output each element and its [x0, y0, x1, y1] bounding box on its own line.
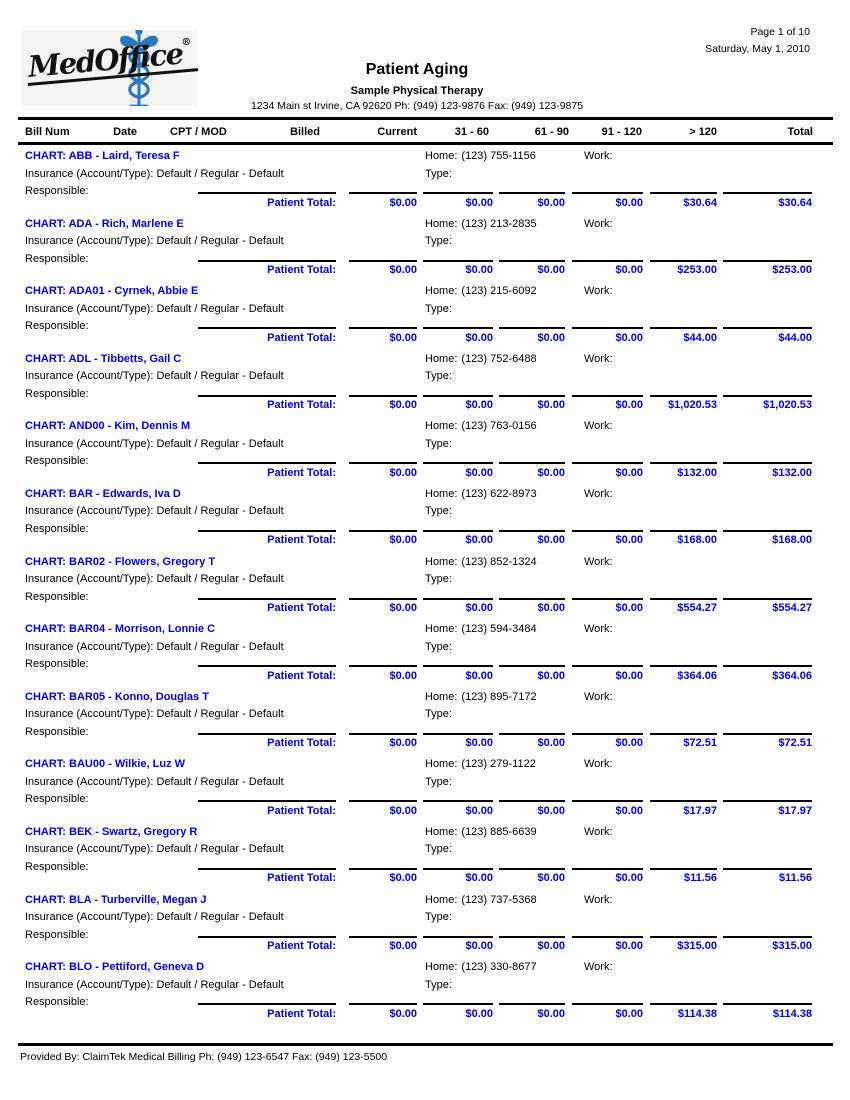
patient-total-total: $554.27: [723, 598, 812, 615]
patient-chart-name: CHART: BAR - Edwards, Iva D: [25, 487, 181, 500]
patient-total-61-90: $0.00: [499, 260, 565, 277]
patient-total-over-120: $30.64: [650, 192, 717, 209]
patient-total-total: $364.06: [723, 665, 812, 682]
col-header-cpt-mod: CPT / MOD: [170, 126, 227, 138]
patient-total-31-60: $0.00: [423, 260, 493, 277]
work-phone-line: Work:: [584, 217, 613, 230]
patient-total-current: $0.00: [349, 395, 417, 412]
type-line: Type:: [425, 640, 452, 653]
patient-block: [0, 285, 850, 353]
patient-total-over-120: $253.00: [650, 260, 717, 277]
patient-total-91-120: $0.00: [572, 192, 643, 209]
patient-total-total: $1,020.53: [723, 395, 812, 412]
patient-block: [0, 150, 850, 218]
patient-total-label: Patient Total:: [198, 395, 336, 412]
work-phone-line: Work:: [584, 285, 613, 298]
patient-total-61-90: $0.00: [499, 327, 565, 344]
home-label: Home:: [425, 217, 458, 230]
patient-total-over-120: $72.51: [650, 733, 717, 750]
patient-total-31-60: $0.00: [423, 192, 493, 209]
patient-total-91-120: $0.00: [572, 260, 643, 277]
header-bottom-rule: [18, 142, 833, 145]
home-phone-value: (123) 215-6092: [461, 285, 537, 298]
work-phone-line: Work:: [584, 352, 613, 365]
patient-chart-name: CHART: ADA01 - Cyrnek, Abbie E: [25, 285, 199, 298]
patient-chart-name: CHART: ADL - Tibbetts, Gail C: [25, 352, 182, 365]
home-phone-value: (123) 279-1122: [461, 758, 536, 771]
home-phone-line: [425, 623, 537, 635]
footer-provided-by: Provided By: ClaimTek Medical Billing Ph: (949) 123-6547 Fax: (949) 123-5500: [20, 1051, 388, 1063]
work-phone-line: Work:: [584, 961, 613, 974]
patient-chart-name: CHART: BAR04 - Morrison, Lonnie C: [25, 623, 216, 636]
home-phone-line: [425, 285, 537, 297]
patient-total-current: $0.00: [349, 800, 417, 817]
patient-total-31-60: $0.00: [423, 395, 493, 412]
page-number: Page 1 of 10: [750, 26, 810, 38]
col-header-over-120: > 120: [689, 126, 717, 138]
insurance-line: Insurance (Account/Type): Default / Regular - Default: [25, 370, 284, 383]
home-phone-value: (123) 755-1156: [461, 150, 536, 162]
col-header-date: Date: [113, 126, 137, 138]
patient-total-over-120: $1,020.53: [650, 395, 717, 412]
patient-total-91-120: $0.00: [572, 800, 643, 817]
registered-mark: ®: [180, 36, 192, 49]
home-label: Home:: [425, 893, 458, 906]
insurance-line: Insurance (Account/Type): Default / Regular - Default: [25, 167, 284, 180]
patient-total-total: $168.00: [723, 530, 812, 547]
patient-block: [0, 961, 850, 1029]
work-phone-line: Work:: [584, 623, 613, 636]
patient-total-current: $0.00: [349, 192, 417, 209]
insurance-line: Insurance (Account/Type): Default / Regular - Default: [25, 505, 284, 518]
patient-total-current: $0.00: [349, 462, 417, 479]
patient-total-91-120: $0.00: [572, 733, 643, 750]
patient-chart-name: CHART: BLA - Turberville, Megan J: [25, 893, 207, 906]
patient-total-over-120: $17.97: [650, 800, 717, 817]
home-phone-line: [425, 556, 537, 568]
patient-block: [0, 826, 850, 894]
insurance-line: Insurance (Account/Type): Default / Regular - Default: [25, 775, 284, 788]
home-phone-value: (123) 737-5368: [461, 893, 537, 906]
patient-total-current: $0.00: [349, 530, 417, 547]
home-phone-line: [425, 691, 537, 703]
patient-total-total: $72.51: [723, 733, 812, 750]
insurance-line: Insurance (Account/Type): Default / Regular - Default: [25, 911, 284, 924]
type-line: Type:: [425, 370, 452, 383]
responsible-line: Responsible:: [25, 996, 89, 1009]
patient-total-current: $0.00: [349, 868, 417, 885]
patient-total-total: $315.00: [723, 936, 812, 953]
home-phone-value: (123) 752-6488: [461, 352, 537, 365]
patient-block: [0, 556, 850, 624]
patient-block: [0, 488, 850, 556]
col-header-billed: Billed: [290, 126, 320, 138]
insurance-line: Insurance (Account/Type): Default / Regular - Default: [25, 302, 284, 315]
patient-total-91-120: $0.00: [572, 868, 643, 885]
patient-total-label: Patient Total:: [198, 598, 336, 615]
patient-total-label: Patient Total:: [198, 192, 336, 209]
patient-total-total: $44.00: [723, 327, 812, 344]
responsible-line: Responsible:: [25, 658, 89, 671]
home-phone-line: [425, 758, 536, 770]
type-line: Type:: [425, 708, 452, 721]
col-header-current: Current: [377, 126, 417, 138]
patient-total-current: $0.00: [349, 1003, 417, 1020]
patient-total-over-120: $168.00: [650, 530, 717, 547]
patient-total-label: Patient Total:: [198, 530, 336, 547]
responsible-line: Responsible:: [25, 455, 89, 468]
insurance-line: Insurance (Account/Type): Default / Regular - Default: [25, 640, 284, 653]
patient-total-label: Patient Total:: [198, 800, 336, 817]
home-phone-line: [425, 894, 537, 906]
responsible-line: Responsible:: [25, 793, 89, 806]
patient-total-31-60: $0.00: [423, 1003, 493, 1020]
patient-total-91-120: $0.00: [572, 395, 643, 412]
responsible-line: Responsible:: [25, 522, 89, 535]
work-phone-line: Work:: [584, 690, 613, 703]
home-label: Home:: [425, 352, 458, 365]
patient-total-91-120: $0.00: [572, 1003, 643, 1020]
patient-total-31-60: $0.00: [423, 598, 493, 615]
responsible-line: Responsible:: [25, 928, 89, 941]
patient-total-61-90: $0.00: [499, 868, 565, 885]
home-phone-value: (123) 852-1324: [461, 555, 537, 568]
insurance-line: Insurance (Account/Type): Default / Regular - Default: [25, 235, 284, 248]
patient-total-current: $0.00: [349, 733, 417, 750]
patient-total-over-120: $132.00: [650, 462, 717, 479]
patient-total-61-90: $0.00: [499, 733, 565, 750]
patient-total-31-60: $0.00: [423, 800, 493, 817]
home-label: Home:: [425, 825, 458, 838]
patient-total-total: $30.64: [723, 192, 812, 209]
home-label: Home:: [425, 961, 458, 974]
patient-total-label: Patient Total:: [198, 868, 336, 885]
type-line: Type:: [425, 775, 452, 788]
patient-block: [0, 623, 850, 691]
patient-total-current: $0.00: [349, 665, 417, 682]
patient-total-current: $0.00: [349, 598, 417, 615]
patient-total-31-60: $0.00: [423, 733, 493, 750]
patient-total-31-60: $0.00: [423, 327, 493, 344]
type-line: Type:: [425, 843, 452, 856]
report-title: Patient Aging: [365, 61, 469, 78]
responsible-line: Responsible:: [25, 252, 89, 265]
responsible-line: Responsible:: [25, 590, 89, 603]
home-phone-line: [425, 150, 536, 162]
patient-total-label: Patient Total:: [198, 327, 336, 344]
patient-total-label: Patient Total:: [198, 665, 336, 682]
type-line: Type:: [425, 437, 452, 450]
home-phone-line: [425, 420, 537, 432]
footer-rule: [18, 1043, 833, 1046]
patient-chart-name: CHART: ADA - Rich, Marlene E: [25, 217, 184, 230]
responsible-line: Responsible:: [25, 860, 89, 873]
work-phone-line: Work:: [584, 150, 613, 162]
patient-total-over-120: $364.06: [650, 665, 717, 682]
home-phone-value: (123) 895-7172: [461, 690, 537, 703]
home-label: Home:: [425, 150, 458, 162]
patient-block: [0, 218, 850, 286]
patient-total-31-60: $0.00: [423, 665, 493, 682]
home-label: Home:: [425, 285, 458, 298]
patient-total-total: $253.00: [723, 260, 812, 277]
work-phone-line: Work:: [584, 487, 613, 500]
patient-total-label: Patient Total:: [198, 936, 336, 953]
patient-total-total: $17.97: [723, 800, 812, 817]
responsible-line: Responsible:: [25, 320, 89, 333]
patient-list: [0, 150, 850, 1029]
patient-total-61-90: $0.00: [499, 395, 565, 412]
patient-total-31-60: $0.00: [423, 936, 493, 953]
practice-address: 1234 Main st Irvine, CA 92620 Ph: (949) 123-9876 Fax: (949) 123-9875: [250, 100, 584, 112]
home-phone-line: [425, 488, 537, 500]
patient-block: [0, 353, 850, 421]
patient-total-over-120: $114.38: [650, 1003, 717, 1020]
patient-total-label: Patient Total:: [198, 733, 336, 750]
home-label: Home:: [425, 555, 458, 568]
type-line: Type:: [425, 235, 452, 248]
type-line: Type:: [425, 505, 452, 518]
practice-name: Sample Physical Therapy: [350, 85, 484, 97]
insurance-line: Insurance (Account/Type): Default / Regular - Default: [25, 708, 284, 721]
patient-total-total: $114.38: [723, 1003, 812, 1020]
patient-chart-name: CHART: ABB - Laird, Teresa F: [25, 150, 180, 162]
patient-total-61-90: $0.00: [499, 192, 565, 209]
work-phone-line: Work:: [584, 758, 613, 771]
home-phone-value: (123) 330-8677: [461, 961, 537, 974]
home-label: Home:: [425, 690, 458, 703]
patient-total-over-120: $11.56: [650, 868, 717, 885]
home-phone-value: (123) 763-0156: [461, 420, 537, 433]
patient-total-91-120: $0.00: [572, 530, 643, 547]
work-phone-line: Work:: [584, 555, 613, 568]
patient-total-61-90: $0.00: [499, 462, 565, 479]
responsible-line: Responsible:: [25, 387, 89, 400]
work-phone-line: Work:: [584, 893, 613, 906]
patient-total-label: Patient Total:: [198, 462, 336, 479]
home-phone-value: (123) 213-2835: [461, 217, 537, 230]
patient-total-61-90: $0.00: [499, 665, 565, 682]
patient-block: [0, 691, 850, 759]
home-label: Home:: [425, 623, 458, 636]
patient-block: [0, 758, 850, 826]
patient-total-current: $0.00: [349, 260, 417, 277]
patient-chart-name: CHART: AND00 - Kim, Dennis M: [25, 420, 191, 433]
col-header-91-120: 91 - 120: [601, 126, 642, 138]
type-line: Type:: [425, 167, 452, 180]
home-phone-line: [425, 961, 537, 973]
patient-total-current: $0.00: [349, 327, 417, 344]
home-phone-value: (123) 594-3484: [461, 623, 537, 636]
home-phone-value: (123) 622-8973: [461, 487, 537, 500]
type-line: Type:: [425, 573, 452, 586]
patient-total-total: $11.56: [723, 868, 812, 885]
home-phone-value: (123) 885-6639: [461, 825, 537, 838]
patient-block: [0, 894, 850, 962]
patient-total-91-120: $0.00: [572, 327, 643, 344]
responsible-line: Responsible:: [25, 725, 89, 738]
patient-total-91-120: $0.00: [572, 598, 643, 615]
patient-total-31-60: $0.00: [423, 530, 493, 547]
patient-block: [0, 420, 850, 488]
patient-total-31-60: $0.00: [423, 462, 493, 479]
report-date: Saturday, May 1, 2010: [705, 43, 810, 55]
logo-wordmark: [25, 37, 198, 86]
patient-total-61-90: $0.00: [499, 800, 565, 817]
insurance-line: Insurance (Account/Type): Default / Regular - Default: [25, 437, 284, 450]
patient-total-61-90: $0.00: [499, 936, 565, 953]
patient-chart-name: CHART: BAU00 - Wilkie, Luz W: [25, 758, 186, 771]
page-info: [705, 24, 810, 58]
home-label: Home:: [425, 420, 458, 433]
type-line: Type:: [425, 302, 452, 315]
patient-total-current: $0.00: [349, 936, 417, 953]
type-line: Type:: [425, 978, 452, 991]
patient-total-31-60: $0.00: [423, 868, 493, 885]
patient-total-label: Patient Total:: [198, 1003, 336, 1020]
patient-total-over-120: $315.00: [650, 936, 717, 953]
work-phone-line: Work:: [584, 420, 613, 433]
home-phone-line: [425, 826, 537, 838]
col-header-total: Total: [787, 126, 813, 138]
home-phone-line: [425, 353, 537, 365]
home-label: Home:: [425, 487, 458, 500]
insurance-line: Insurance (Account/Type): Default / Regular - Default: [25, 573, 284, 586]
home-phone-line: [425, 218, 537, 230]
patient-total-label: Patient Total:: [198, 260, 336, 277]
patient-total-61-90: $0.00: [499, 530, 565, 547]
col-header-bill-num: Bill Num: [25, 126, 70, 138]
insurance-line: Insurance (Account/Type): Default / Regular - Default: [25, 843, 284, 856]
patient-total-91-120: $0.00: [572, 665, 643, 682]
patient-total-91-120: $0.00: [572, 936, 643, 953]
insurance-line: Insurance (Account/Type): Default / Regular - Default: [25, 978, 284, 991]
responsible-line: Responsible:: [25, 185, 89, 197]
patient-chart-name: CHART: BAR05 - Konno, Douglas T: [25, 690, 209, 703]
header-top-rule: [18, 117, 833, 120]
type-line: Type:: [425, 911, 452, 924]
patient-total-over-120: $554.27: [650, 598, 717, 615]
patient-chart-name: CHART: BEK - Swartz, Gregory R: [25, 825, 198, 838]
patient-total-total: $132.00: [723, 462, 812, 479]
work-phone-line: Work:: [584, 825, 613, 838]
patient-total-over-120: $44.00: [650, 327, 717, 344]
col-header-31-60: 31 - 60: [454, 126, 489, 138]
patient-total-61-90: $0.00: [499, 1003, 565, 1020]
patient-chart-name: CHART: BAR02 - Flowers, Gregory T: [25, 555, 216, 568]
patient-total-91-120: $0.00: [572, 462, 643, 479]
patient-total-61-90: $0.00: [499, 598, 565, 615]
home-label: Home:: [425, 758, 458, 771]
patient-chart-name: CHART: BLO - Pettiford, Geneva D: [25, 961, 205, 974]
col-header-61-90: 61 - 90: [534, 126, 569, 138]
logo-text: MedOffice: [26, 36, 184, 84]
